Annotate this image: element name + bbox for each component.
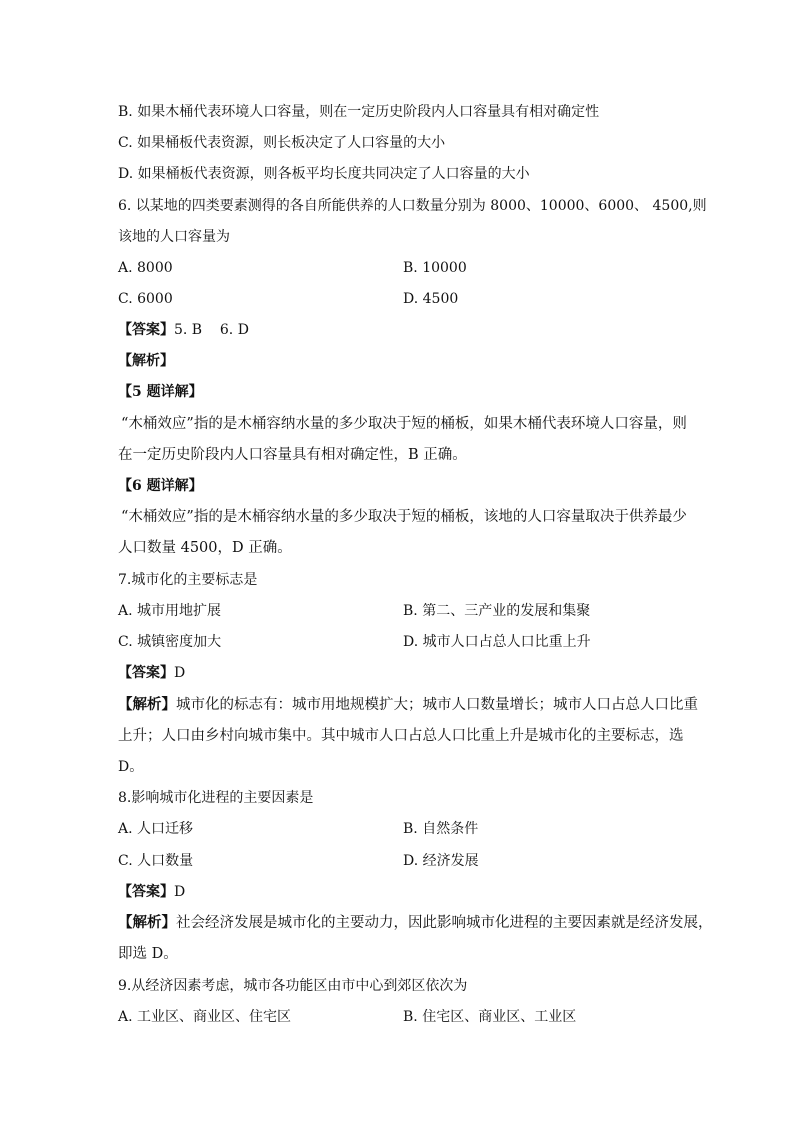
q9-stem: 9.从经济因素考虑，城市各功能区由市中心到郊区依次为 — [118, 978, 468, 994]
analysis-7-line-3: D。 — [118, 759, 144, 775]
answer-8 — [118, 882, 185, 902]
q7-option-b: B. 第二、三产业的发展和集聚 — [403, 603, 591, 619]
analysis-text: 城市化的标志有：城市用地规模扩大；城市人口数量增长；城市人口占总人口比重 — [176, 697, 698, 713]
q5-detail-line-2: 在一定历史阶段内人口容量具有相对确定性，B 正确。 — [118, 447, 467, 463]
q7-option-a: A. 城市用地扩展 — [118, 603, 222, 619]
q5-option-c: C. 如果桶板代表资源，则长板决定了人口容量的大小 — [118, 135, 446, 151]
analysis-text: 社会经济发展是城市化的主要动力，因此影响城市化进程的主要因素就是经济发展， — [176, 915, 713, 931]
analysis-tag: 【解析】 — [118, 914, 176, 931]
q6-option-d: D. 4500 — [403, 291, 459, 307]
analysis-tag: 【解析】 — [118, 696, 176, 713]
q5-detail-line-1: “木桶效应”指的是木桶容纳水量的多少取决于短的桶板，如果木桶代表环境人口容量，则 — [121, 416, 687, 432]
q6-option-b: B. 10000 — [403, 260, 467, 276]
answer-text: 5. B 6. D — [174, 322, 249, 338]
q7-stem: 7.城市化的主要标志是 — [118, 572, 258, 588]
analysis-7-line-1 — [118, 695, 698, 715]
answer-tag: 【答案】 — [118, 884, 174, 900]
q7-option-d: D. 城市人口占总人口比重上升 — [403, 634, 591, 650]
q6-stem-line-2: 该地的人口容量为 — [118, 229, 230, 245]
q6-detail-line-1: “木桶效应”指的是木桶容纳水量的多少取决于短的桶板，该地的人口容量取决于供养最少 — [121, 509, 687, 525]
answer-tag: 【答案】 — [118, 665, 174, 681]
q5-option-b: B. 如果木桶代表环境人口容量，则在一定历史阶段内人口容量具有相对确定性 — [118, 104, 600, 120]
answer-text: D — [174, 665, 186, 681]
answer-tag: 【答案】 — [118, 322, 174, 338]
analysis-tag: 【解析】 — [118, 353, 174, 369]
q8-option-c: C. 人口数量 — [118, 853, 194, 869]
q8-stem: 8.影响城市化进程的主要因素是 — [118, 790, 314, 806]
q6-stem-line-1: 6. 以某地的四类要素测得的各自所能供养的人口数量分别为 8000、10000、6000、 4500,则 — [118, 198, 707, 214]
q9-option-a: A. 工业区、商业区、住宅区 — [118, 1009, 292, 1025]
q8-option-b: B. 自然条件 — [403, 821, 479, 837]
q6-detail-tag: 【6 题详解】 — [118, 478, 203, 494]
answer-text: D — [174, 884, 186, 900]
q6-detail-line-2: 人口数量 4500，D 正确。 — [118, 540, 292, 556]
q5-detail-tag: 【5 题详解】 — [118, 384, 203, 400]
analysis-8-line-2: 即选 D。 — [118, 946, 178, 962]
q5-option-d: D. 如果桶板代表资源，则各板平均长度共同决定了人口容量的大小 — [118, 166, 530, 182]
q8-option-d: D. 经济发展 — [403, 853, 479, 869]
answer-7 — [118, 663, 185, 683]
answer-5-6 — [118, 320, 249, 340]
q8-option-a: A. 人口迁移 — [118, 821, 194, 837]
analysis-8-line-1 — [118, 913, 713, 933]
q6-option-a: A. 8000 — [118, 260, 173, 276]
analysis-7-line-2: 上升；人口由乡村向城市集中。其中城市人口占总人口比重上升是城市化的主要标志，选 — [118, 728, 684, 744]
q9-option-b: B. 住宅区、商业区、工业区 — [403, 1009, 577, 1025]
q7-option-c: C. 城镇密度加大 — [118, 634, 222, 650]
q6-option-c: C. 6000 — [118, 291, 173, 307]
